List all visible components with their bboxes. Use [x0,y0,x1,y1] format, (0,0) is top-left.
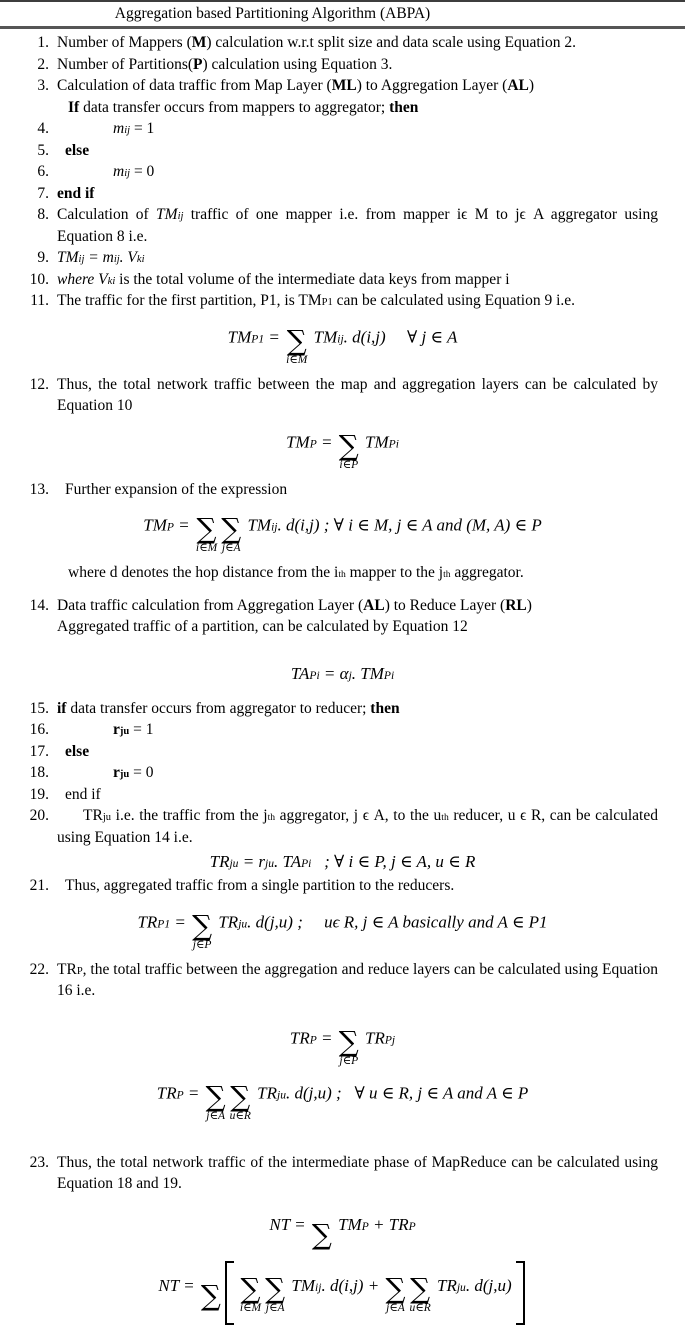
step-text: $TR_{ju}$ i.e. the traffic from the $j^{th}$ aggregator, j ϵ A, to the $u^{th}$ reducer, u ϵ R, can be calculated using Equation 14 i.e. [57,807,658,846]
spacer [0,1130,685,1141]
equation: $TM_{P1}$ = ∑ i∈M $TM_{ij}$. d(i,j) ∀ j ∈ A [227,323,458,366]
algorithm-step-20 [0,805,685,848]
step-text: where d denotes the hop distance from the $i^{th}$ mapper to the $j^{th}$ aggregator. [68,564,524,581]
step-number [0,97,49,119]
step-text: end if [57,184,95,202]
step-text: $r_{ju} = 0$ [113,764,154,781]
equation: NT = ∑ ∑ i∈M ∑ j∈A $TM_{ij}$. d(i,j) + ∑ j∈A ∑ u∈R $TR_{ju}$. d(j,u) [0,1255,685,1319]
step-number: 3. [37,77,49,94]
step-number: 13. [29,480,49,498]
spacer [0,1195,685,1206]
step-number: 19. [29,785,49,803]
step-text: else [65,742,90,760]
algorithm-header [0,0,685,29]
equation: NT = ∑ $TM_P + TR_P$ [269,1214,416,1251]
algorithm-step-16 [0,719,685,741]
step-text: Thus, aggregated traffic from a single partition to the reducers. [65,877,455,894]
left-bracket [225,1261,234,1325]
step-text: The traffic for the first partition, P1, is $TM_{P1}$ can be calculated using Equation 9 i.e. [57,292,576,309]
algorithm-step-10 [0,269,685,291]
step-number: 14. [29,596,49,614]
step-number: 10. [29,270,49,288]
algorithm-step-2 [0,54,685,76]
step-text: Aggregated traffic of a partition, can be calculated by Equation 12 [57,618,468,635]
algorithm-step-15 [0,698,685,720]
step-number: 15. [29,699,49,717]
step-text: Thus, the total network traffic between the map and aggregation layers can be calculated by Equation 10 [57,375,658,414]
summation-symbol: ∑ i∈M [239,1272,262,1315]
summation-symbol: ∑ [200,1278,221,1312]
spacer [0,1002,685,1013]
continuation-line [0,97,685,119]
algorithm-step-8 [0,204,685,247]
equation: $TR_{P1}$ = ∑ j∈P $TR_{ju}$. d(j,u) ; uϵ R, j ∈ A basically and A ∈ P1 [137,908,548,951]
step-text: else [65,141,90,159]
equation: $TM_P$ = ∑ i∈M ∑ j∈A $TM_{ij}$. d(i,j) ; ∀ i ∈ M, j ∈ A and (M, A) ∈ P [143,512,542,554]
step-text: if data transfer occurs from aggregator to reducer; then [57,699,400,717]
equation: $TR_P$ = ∑ j∈A ∑ u∈R $TR_{ju}$. d(j,u) ; ∀ u ∈ R, j ∈ A and A ∈ P [156,1079,529,1122]
spacer [0,584,685,595]
algorithm-step-11 [0,290,685,312]
step-number: 21. [29,877,49,894]
step-text: $TR_P$, the total traffic between the aggregation and reduce layers can be calculated using Equation 16 i.e. [57,960,658,999]
step-text: Number of Mappers (M) calculation w.r.t split size and data scale using Equation 2. [57,34,576,51]
step-number [0,616,49,638]
summation-symbol: ∑ i∈M [195,512,218,554]
step-number: 12. [29,375,49,393]
algorithm-step-12 [0,374,685,417]
step-number: 6. [37,163,49,180]
algorithm-step-17 [0,741,685,763]
algorithm-step-21 [0,875,685,897]
summation-symbol: ∑ j∈A [205,1079,226,1122]
equation: $TR_P$ = ∑ j∈P $TR_{Pj}$ [289,1024,396,1067]
algorithm-step-19 [0,784,685,806]
spacer [0,649,685,660]
step-text: If data transfer occurs from mappers to aggregator; then [68,98,419,116]
algorithm-step-4 [0,118,685,140]
step-number: 11. [30,292,49,309]
spacer [0,1141,685,1152]
summation-symbol: ∑ j∈P [338,1024,359,1067]
step-number: 5. [37,141,49,159]
spacer [0,638,685,649]
step-number: 9. [37,249,49,266]
summation-symbol: ∑ u∈R [409,1272,431,1315]
step-text: Further expansion of the expression [65,480,288,498]
step-number: 23. [29,1153,49,1171]
equation: $TA_{Pi} = \alpha_j$. $TM_{Pi}$ [290,663,395,683]
step-text: end if [65,785,101,803]
summation-symbol: ∑ i∈P [338,428,359,471]
algorithm-step-18 [0,762,685,784]
step-number: 18. [29,764,49,781]
step-text: Calculation of data traffic from Map Layer (ML) to Aggregation Layer (AL) [57,77,535,94]
algorithm-step-14 [0,595,685,617]
algorithm-step-1 [0,32,685,54]
equation: $TM_P$ = ∑ i∈P $TM_{Pi}$ [286,428,399,471]
right-bracket [516,1261,525,1325]
step-text: Number of Partitions(P) calculation using Equation 3. [57,55,393,73]
step-number: 8. [37,206,49,223]
algorithm-step-13 [0,479,685,501]
summation-symbol: ∑ j∈A [265,1272,286,1315]
step-text: Calculation of $TM_{ij}$ traffic of one mapper i.e. from mapper iϵ M to jϵ A aggregator using Equation 8 i.e. [57,206,658,245]
algorithm-body [0,29,685,1319]
algorithm-step-9 [0,247,685,269]
step-number: 2. [37,55,49,73]
algorithm-step-3 [0,75,685,97]
step-number: 1. [37,34,49,51]
step-number: 20. [29,807,49,824]
step-number: 16. [29,721,49,738]
algorithm-step-6 [0,161,685,183]
step-number: 4. [37,120,49,137]
summation-symbol: ∑ i∈M [286,323,308,366]
summation-symbol: ∑ j∈A [385,1272,406,1315]
step-text: $TM_{ij} = m_{ij}$. $V_{ki}$ [57,249,145,266]
algorithm-title: Aggregation based Partitioning Algorithm (ABPA) [114,5,431,22]
algorithm-step-7 [0,183,685,205]
step-number: 22. [29,960,49,978]
step-number: 7. [37,184,49,202]
step-text: $r_{ju} = 1$ [113,721,154,738]
summation-symbol: ∑ j∈A [221,512,242,554]
spacer [0,687,685,698]
step-text: where $V_{ki}$ is the total volume of the intermediate data keys from mapper i [57,270,510,288]
step-number [0,562,49,584]
step-text: $m_{ij} = 1$ [113,120,155,137]
step-text: $m_{ij} = 0$ [113,163,155,180]
algorithm-step-22 [0,959,685,1002]
continuation-line [0,562,685,584]
continuation-line [0,616,685,638]
step-text: Data traffic calculation from Aggregation Layer (AL) to Reduce Layer (RL) [57,596,532,614]
summation-symbol: ∑ [311,1217,332,1251]
step-number: 17. [29,742,49,760]
algorithm-step-5 [0,140,685,162]
step-text: Thus, the total network traffic of the intermediate phase of MapReduce can be calculated using Equation 18 and 19. [57,1153,658,1192]
summation-symbol: ∑ j∈P [192,908,213,951]
algorithm-step-23 [0,1152,685,1195]
summation-symbol: ∑ u∈R [229,1079,251,1122]
equation: $TR_{ju} = r_{ju}$. $TA_{Pi}$ ; ∀ i ∈ P, j ∈ A, u ∈ R [209,852,476,871]
